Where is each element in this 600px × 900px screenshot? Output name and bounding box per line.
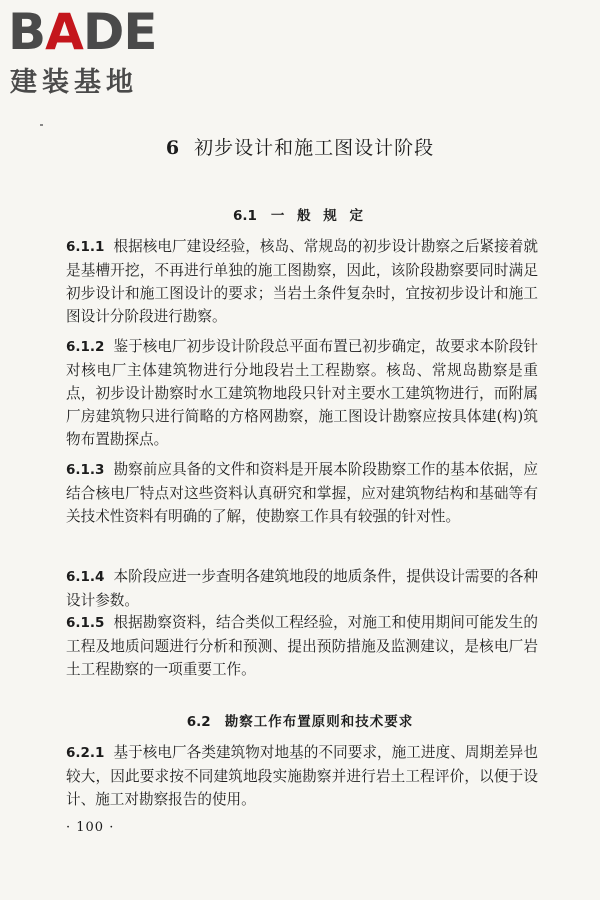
logo-letters-de: DE <box>82 3 157 61</box>
clause-text: 根据勘察资料，结合类似工程经验，对施工和使用期间可能发生的工程及地质问题进行分析和预测、提出预防措施及监测建议，是核电厂岩土工程勘察的一项重要工作。 <box>66 614 538 678</box>
clause-6-1-1 <box>66 235 538 328</box>
clause-text: 勘察前应具备的文件和资料是开展本阶段勘察工作的基本依据，应结合核电厂特点对这些资料认真研究和掌握，应对建筑物结构和基础等有关技术性资料有明确的了解，使勘察工作具有较强的针对性。 <box>66 461 538 525</box>
section-heading-6-2 <box>0 710 600 730</box>
section-number: 6.1 <box>232 208 257 224</box>
clause-number: 6.1.4 <box>66 569 105 585</box>
section-title: 勘察工作布置原则和技术要求 <box>224 714 414 730</box>
clause-6-1-2 <box>66 335 538 451</box>
logo-subtitle: 建装基地 <box>10 67 138 98</box>
section-number: 6.2 <box>186 714 211 730</box>
clause-number: 6.1.2 <box>66 339 105 355</box>
clause-number: 6.2.1 <box>66 745 105 761</box>
scan-speck <box>40 124 43 126</box>
clause-6-1-4 <box>66 565 538 612</box>
chapter-title <box>0 133 600 160</box>
clause-text: 根据核电厂建设经验，核岛、常规岛的初步设计勘察之后紧接着就是基槽开挖，不再进行单独的施工图勘察，因此，该阶段勘察要同时满足初步设计和施工图设计的要求；当岩土条件复杂时，宜按初步设计和施工图设计分阶段进行勘察。 <box>66 238 538 325</box>
clause-6-1-3 <box>66 458 538 528</box>
clause-text: 鉴于核电厂初步设计阶段总平面布置已初步确定，故要求本阶段针对核电厂主体建筑物进行分地段岩土工程勘察。核岛、常规岛勘察是重点，初步设计勘察时水工建筑物地段只针对主要水工建筑物进行，而附属厂房建筑物只进行简略的方格网勘察，施工图设计勘察应按具体建(构)筑物布置勘探点。 <box>66 338 538 448</box>
section-heading-6-1 <box>0 204 600 224</box>
logo-wordmark <box>8 3 157 61</box>
clause-text: 本阶段应进一步查明各建筑地段的地质条件，提供设计需要的各种设计参数。 <box>66 568 538 609</box>
clause-text: 基于核电厂各类建筑物对地基的不同要求，施工进度、周期差异也较大，因此要求按不同建筑地段实施勘察并进行岩土工程评价，以便于设计、施工对勘察报告的使用。 <box>66 744 538 808</box>
logo-letter-b: B <box>8 3 46 61</box>
clause-6-1-5 <box>66 611 538 681</box>
chapter-title-text: 初步设计和施工图设计阶段 <box>194 137 435 159</box>
logo-letter-a: A <box>45 3 83 61</box>
page-number: · 100 · <box>66 820 115 835</box>
clause-number: 6.1.5 <box>66 615 105 631</box>
clause-6-2-1 <box>66 741 538 811</box>
clause-number: 6.1.3 <box>66 462 105 478</box>
section-title: 一 般 规 定 <box>270 208 368 224</box>
brand-logo <box>8 3 183 98</box>
chapter-number: 6 <box>165 137 181 159</box>
clause-number: 6.1.1 <box>66 239 105 255</box>
